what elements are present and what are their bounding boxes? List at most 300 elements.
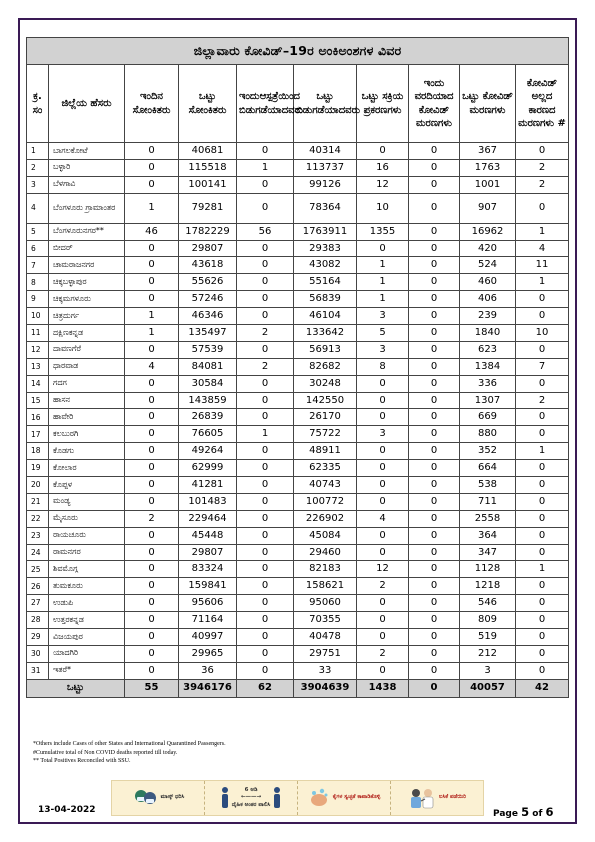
value-cell: 1 <box>516 223 569 240</box>
value-cell: 0 <box>409 143 460 160</box>
table-row <box>27 527 569 544</box>
banner-distance-text <box>232 787 271 808</box>
value-cell: 0 <box>409 325 460 342</box>
value-cell: 0 <box>409 460 460 477</box>
district-name: ಕೊಪ್ಪಳ <box>49 477 125 494</box>
value-cell: 95060 <box>294 595 357 612</box>
table-row <box>27 375 569 392</box>
masked-people-icon <box>132 785 158 811</box>
table-row <box>27 443 569 460</box>
value-cell: 0 <box>125 578 179 595</box>
value-cell: 0 <box>237 477 294 494</box>
value-cell: 48911 <box>294 443 357 460</box>
header-row <box>27 65 569 143</box>
row-sno: 3 <box>27 176 49 193</box>
district-name: ರಾಯಚೂರು <box>49 527 125 544</box>
value-cell: 0 <box>409 240 460 257</box>
arrow-icon: ←——→ <box>240 794 262 801</box>
page-number <box>493 805 554 819</box>
district-name: ಮಂಡ್ಯ <box>49 493 125 510</box>
value-cell: 26839 <box>179 409 237 426</box>
district-name: ಚಿಕ್ಕಮಗಳೂರು <box>49 291 125 308</box>
value-cell: 0 <box>409 662 460 679</box>
total-cell: 40057 <box>460 679 516 697</box>
value-cell: 0 <box>409 493 460 510</box>
value-cell: 76605 <box>179 426 237 443</box>
value-cell: 0 <box>409 595 460 612</box>
value-cell: 1782229 <box>179 223 237 240</box>
value-cell: 0 <box>409 308 460 325</box>
table-row <box>27 493 569 510</box>
person-icon <box>221 786 229 810</box>
footnote: ** Total Positives Reconciled with SSU. <box>33 758 131 765</box>
value-cell: 159841 <box>179 578 237 595</box>
row-sno: 30 <box>27 645 49 662</box>
value-cell: 1001 <box>460 176 516 193</box>
value-cell: 0 <box>357 443 409 460</box>
value-cell: 99126 <box>294 176 357 193</box>
value-cell: 57246 <box>179 291 237 308</box>
value-cell: 0 <box>409 645 460 662</box>
district-name: ಬೆಂಗಳೂರು ಗ್ರಾಮಾಂತರ <box>49 193 125 223</box>
district-name: ಬಳ್ಳಾರಿ <box>49 159 125 176</box>
row-sno: 23 <box>27 527 49 544</box>
value-cell: 40743 <box>294 477 357 494</box>
row-sno: 6 <box>27 240 49 257</box>
value-cell: 29965 <box>179 645 237 662</box>
value-cell: 0 <box>237 341 294 358</box>
header-non-covid-deaths: ಕೋವಿಡ್ ಅಲ್ಲದ ಕಾರಣದ ಮರಣಗಳು # <box>516 65 569 143</box>
row-sno: 18 <box>27 443 49 460</box>
value-cell: 524 <box>460 257 516 274</box>
value-cell: 1384 <box>460 358 516 375</box>
vaccination-icon <box>408 786 436 810</box>
row-sno: 21 <box>27 493 49 510</box>
value-cell: 0 <box>357 629 409 646</box>
table-row <box>27 544 569 561</box>
value-cell: 0 <box>125 341 179 358</box>
value-cell: 0 <box>516 595 569 612</box>
row-sno: 4 <box>27 193 49 223</box>
value-cell: 0 <box>409 223 460 240</box>
value-cell: 0 <box>409 510 460 527</box>
row-sno: 10 <box>27 308 49 325</box>
value-cell: 78364 <box>294 193 357 223</box>
banner-wash-text: ಕೈಗಳ ಸ್ವಚ್ಛತೆ ಕಾಪಾಡಿಕೊಳ್ಳಿ <box>332 794 381 801</box>
value-cell: 46346 <box>179 308 237 325</box>
value-cell: 1 <box>516 561 569 578</box>
value-cell: 0 <box>125 595 179 612</box>
value-cell: 1763 <box>460 159 516 176</box>
value-cell: 352 <box>460 443 516 460</box>
value-cell: 0 <box>409 257 460 274</box>
value-cell: 0 <box>237 176 294 193</box>
value-cell: 0 <box>409 176 460 193</box>
value-cell: 46104 <box>294 308 357 325</box>
value-cell: 0 <box>357 595 409 612</box>
value-cell: 0 <box>237 274 294 291</box>
value-cell: 84081 <box>179 358 237 375</box>
value-cell: 0 <box>357 662 409 679</box>
value-cell: 226902 <box>294 510 357 527</box>
value-cell: 3 <box>357 426 409 443</box>
value-cell: 1 <box>516 274 569 291</box>
row-sno: 24 <box>27 544 49 561</box>
value-cell: 0 <box>516 544 569 561</box>
banner-vaccine-text: ಲಸಿಕೆ ಪಡೆಯಿರಿ <box>438 794 467 801</box>
value-cell: 40997 <box>179 629 237 646</box>
value-cell: 143859 <box>179 392 237 409</box>
value-cell: 0 <box>237 493 294 510</box>
value-cell: 46 <box>125 223 179 240</box>
value-cell: 0 <box>125 257 179 274</box>
value-cell: 36 <box>179 662 237 679</box>
value-cell: 0 <box>409 409 460 426</box>
value-cell: 0 <box>125 274 179 291</box>
row-sno: 31 <box>27 662 49 679</box>
value-cell: 669 <box>460 409 516 426</box>
row-sno: 19 <box>27 460 49 477</box>
value-cell: 45448 <box>179 527 237 544</box>
value-cell: 0 <box>516 308 569 325</box>
district-name: ಚಿತ್ರದುರ್ಗ <box>49 308 125 325</box>
value-cell: 0 <box>237 240 294 257</box>
district-name: ಹಾವೇರಿ <box>49 409 125 426</box>
district-name: ತುಮಕೂರು <box>49 578 125 595</box>
table-row <box>27 358 569 375</box>
value-cell: 12 <box>357 176 409 193</box>
value-cell: 1840 <box>460 325 516 342</box>
value-cell: 2 <box>125 510 179 527</box>
district-name: ಹಾಸನ <box>49 392 125 409</box>
report-date: 13-04-2022 <box>38 805 96 815</box>
table-row <box>27 223 569 240</box>
page-mid: of <box>529 809 546 819</box>
value-cell: 95606 <box>179 595 237 612</box>
row-sno: 11 <box>27 325 49 342</box>
table-row <box>27 426 569 443</box>
value-cell: 0 <box>516 612 569 629</box>
district-name: ಬೀದರ್ <box>49 240 125 257</box>
value-cell: 30584 <box>179 375 237 392</box>
value-cell: 406 <box>460 291 516 308</box>
value-cell: 2 <box>516 176 569 193</box>
value-cell: 0 <box>409 274 460 291</box>
banner-wash-section <box>298 781 391 815</box>
district-name: ರಾಮನಗರ <box>49 544 125 561</box>
value-cell: 113737 <box>294 159 357 176</box>
value-cell: 12 <box>357 561 409 578</box>
value-cell: 0 <box>237 612 294 629</box>
value-cell: 0 <box>409 341 460 358</box>
banner-mask-section <box>112 781 205 815</box>
value-cell: 623 <box>460 341 516 358</box>
header-total-deaths: ಒಟ್ಟು ಕೋವಿಡ್ ಮರಣಗಳು <box>460 65 516 143</box>
value-cell: 0 <box>516 460 569 477</box>
value-cell: 1 <box>516 443 569 460</box>
row-sno: 9 <box>27 291 49 308</box>
district-name: ಧಾರವಾಡ <box>49 358 125 375</box>
value-cell: 7 <box>516 358 569 375</box>
total-label: ಒಟ್ಟು <box>27 679 125 697</box>
header-total-positive: ಒಟ್ಟು ಸೋಂಕಿತರು <box>179 65 237 143</box>
value-cell: 880 <box>460 426 516 443</box>
banner-vaccine-section <box>391 781 483 815</box>
total-cell: 62 <box>237 679 294 697</box>
value-cell: 49264 <box>179 443 237 460</box>
value-cell: 0 <box>237 443 294 460</box>
banner-distance-top: 6 ಅಡಿ <box>244 787 258 794</box>
value-cell: 0 <box>357 460 409 477</box>
total-cell: 1438 <box>357 679 409 697</box>
value-cell: 0 <box>409 612 460 629</box>
value-cell: 56 <box>237 223 294 240</box>
value-cell: 0 <box>237 595 294 612</box>
value-cell: 2 <box>357 578 409 595</box>
value-cell: 0 <box>237 662 294 679</box>
row-sno: 22 <box>27 510 49 527</box>
value-cell: 364 <box>460 527 516 544</box>
value-cell: 0 <box>125 460 179 477</box>
page-prefix: Page <box>493 809 522 819</box>
row-sno: 29 <box>27 629 49 646</box>
footnote: #Cumulative total of Non COVID deaths reported till today. <box>33 749 178 756</box>
table-row <box>27 325 569 342</box>
value-cell: 29383 <box>294 240 357 257</box>
district-name: ಕೊಡಗು <box>49 443 125 460</box>
table-row <box>27 143 569 160</box>
row-sno: 1 <box>27 143 49 160</box>
value-cell: 1 <box>237 159 294 176</box>
value-cell: 40314 <box>294 143 357 160</box>
value-cell: 0 <box>237 291 294 308</box>
value-cell: 4 <box>125 358 179 375</box>
value-cell: 83324 <box>179 561 237 578</box>
value-cell: 0 <box>409 443 460 460</box>
value-cell: 2558 <box>460 510 516 527</box>
total-cell: 3904639 <box>294 679 357 697</box>
district-name: ಕೋಲಾರ <box>49 460 125 477</box>
value-cell: 1 <box>357 291 409 308</box>
row-sno: 14 <box>27 375 49 392</box>
value-cell: 62999 <box>179 460 237 477</box>
banner-mask-text: ಮಾಸ್ಕ್ ಧರಿಸಿ <box>160 794 185 801</box>
value-cell: 75722 <box>294 426 357 443</box>
value-cell: 0 <box>125 291 179 308</box>
value-cell: 0 <box>237 561 294 578</box>
value-cell: 0 <box>125 143 179 160</box>
value-cell: 0 <box>125 493 179 510</box>
value-cell: 0 <box>516 375 569 392</box>
header-today-positive: ಇಂದಿನ ಸೋಂಕಿತರು <box>125 65 179 143</box>
value-cell: 0 <box>516 629 569 646</box>
district-name: ಕಲಬುರಗಿ <box>49 426 125 443</box>
row-sno: 7 <box>27 257 49 274</box>
value-cell: 711 <box>460 493 516 510</box>
value-cell: 0 <box>409 527 460 544</box>
value-cell: 0 <box>237 510 294 527</box>
banner-distance-section <box>205 781 298 815</box>
value-cell: 29460 <box>294 544 357 561</box>
value-cell: 0 <box>409 159 460 176</box>
value-cell: 16 <box>357 159 409 176</box>
value-cell: 0 <box>237 143 294 160</box>
value-cell: 2 <box>516 392 569 409</box>
value-cell: 0 <box>237 308 294 325</box>
value-cell: 10 <box>516 325 569 342</box>
value-cell: 135497 <box>179 325 237 342</box>
value-cell: 664 <box>460 460 516 477</box>
row-sno: 15 <box>27 392 49 409</box>
value-cell: 3 <box>357 341 409 358</box>
header-today-discharged: ಇಂದುಆಸ್ಪತ್ರೆಯಿಂದ ಬಿಡುಗಡೆಯಾದವರು <box>237 65 294 143</box>
value-cell: 367 <box>460 143 516 160</box>
value-cell: 29807 <box>179 544 237 561</box>
value-cell: 115518 <box>179 159 237 176</box>
total-cell: 0 <box>409 679 460 697</box>
value-cell: 0 <box>516 662 569 679</box>
district-name: ಬಾಗಲಕೋಟೆ <box>49 143 125 160</box>
value-cell: 26170 <box>294 409 357 426</box>
value-cell: 55626 <box>179 274 237 291</box>
table-row <box>27 274 569 291</box>
value-cell: 158621 <box>294 578 357 595</box>
value-cell: 0 <box>409 544 460 561</box>
row-sno: 20 <box>27 477 49 494</box>
row-sno: 28 <box>27 612 49 629</box>
value-cell: 0 <box>125 527 179 544</box>
row-sno: 5 <box>27 223 49 240</box>
district-name: ದಕ್ಷಿಣಕನ್ನಡ <box>49 325 125 342</box>
district-name: ಗದಗ <box>49 375 125 392</box>
value-cell: 229464 <box>179 510 237 527</box>
value-cell: 1307 <box>460 392 516 409</box>
value-cell: 4 <box>516 240 569 257</box>
value-cell: 29751 <box>294 645 357 662</box>
value-cell: 1 <box>237 426 294 443</box>
district-name: ಯಾದಗಿರಿ <box>49 645 125 662</box>
value-cell: 43618 <box>179 257 237 274</box>
value-cell: 0 <box>516 409 569 426</box>
value-cell: 100772 <box>294 493 357 510</box>
district-name: ಉತ್ತರಕನ್ನಡ <box>49 612 125 629</box>
value-cell: 0 <box>125 392 179 409</box>
value-cell: 239 <box>460 308 516 325</box>
value-cell: 0 <box>516 645 569 662</box>
value-cell: 0 <box>516 426 569 443</box>
table-row <box>27 341 569 358</box>
row-sno: 17 <box>27 426 49 443</box>
value-cell: 420 <box>460 240 516 257</box>
value-cell: 0 <box>237 375 294 392</box>
value-cell: 1128 <box>460 561 516 578</box>
value-cell: 0 <box>237 460 294 477</box>
value-cell: 0 <box>409 426 460 443</box>
district-name: ಬೆಳಗಾವಿ <box>49 176 125 193</box>
value-cell: 30248 <box>294 375 357 392</box>
total-row <box>27 679 569 697</box>
table-row <box>27 662 569 679</box>
district-name: ಇತರೆ* <box>49 662 125 679</box>
header-sno: ಕ್ರ. ಸಂ <box>27 65 49 143</box>
value-cell: 0 <box>516 527 569 544</box>
person-icon <box>273 786 281 810</box>
value-cell: 33 <box>294 662 357 679</box>
total-cell: 42 <box>516 679 569 697</box>
value-cell: 0 <box>237 409 294 426</box>
table-row <box>27 460 569 477</box>
value-cell: 82682 <box>294 358 357 375</box>
value-cell: 2 <box>516 159 569 176</box>
value-cell: 4 <box>357 510 409 527</box>
value-cell: 0 <box>125 409 179 426</box>
value-cell: 1 <box>357 274 409 291</box>
district-name: ವಿಜಯಪುರ <box>49 629 125 646</box>
value-cell: 0 <box>516 193 569 223</box>
value-cell: 0 <box>409 291 460 308</box>
table-row <box>27 510 569 527</box>
value-cell: 82183 <box>294 561 357 578</box>
value-cell: 0 <box>357 527 409 544</box>
value-cell: 0 <box>409 193 460 223</box>
value-cell: 5 <box>357 325 409 342</box>
value-cell: 0 <box>125 176 179 193</box>
value-cell: 0 <box>237 527 294 544</box>
value-cell: 0 <box>125 612 179 629</box>
value-cell: 0 <box>125 629 179 646</box>
value-cell: 2 <box>237 358 294 375</box>
value-cell: 0 <box>409 375 460 392</box>
banner-distance-label: ದೈಹಿಕ ಅಂತರ ಪಾಲಿಸಿ <box>231 801 271 808</box>
value-cell: 336 <box>460 375 516 392</box>
value-cell: 0 <box>357 143 409 160</box>
value-cell: 0 <box>409 358 460 375</box>
table-row <box>27 257 569 274</box>
value-cell: 10 <box>357 193 409 223</box>
district-name: ದಾವಣಗೆರೆ <box>49 341 125 358</box>
value-cell: 0 <box>409 392 460 409</box>
row-sno: 26 <box>27 578 49 595</box>
covid-appropriate-behaviour-banner <box>111 780 484 816</box>
value-cell: 1 <box>357 257 409 274</box>
value-cell: 101483 <box>179 493 237 510</box>
value-cell: 43082 <box>294 257 357 274</box>
value-cell: 40478 <box>294 629 357 646</box>
value-cell: 3 <box>460 662 516 679</box>
value-cell: 0 <box>516 477 569 494</box>
value-cell: 0 <box>125 240 179 257</box>
value-cell: 1218 <box>460 578 516 595</box>
value-cell: 2 <box>237 325 294 342</box>
value-cell: 0 <box>125 645 179 662</box>
value-cell: 1 <box>125 308 179 325</box>
table-row <box>27 308 569 325</box>
table-row <box>27 645 569 662</box>
value-cell: 0 <box>357 375 409 392</box>
value-cell: 0 <box>516 510 569 527</box>
value-cell: 519 <box>460 629 516 646</box>
value-cell: 0 <box>516 578 569 595</box>
row-sno: 2 <box>27 159 49 176</box>
value-cell: 70355 <box>294 612 357 629</box>
table-row <box>27 578 569 595</box>
value-cell: 11 <box>516 257 569 274</box>
value-cell: 40681 <box>179 143 237 160</box>
value-cell: 0 <box>125 544 179 561</box>
table-row <box>27 392 569 409</box>
value-cell: 0 <box>237 257 294 274</box>
value-cell: 0 <box>357 493 409 510</box>
